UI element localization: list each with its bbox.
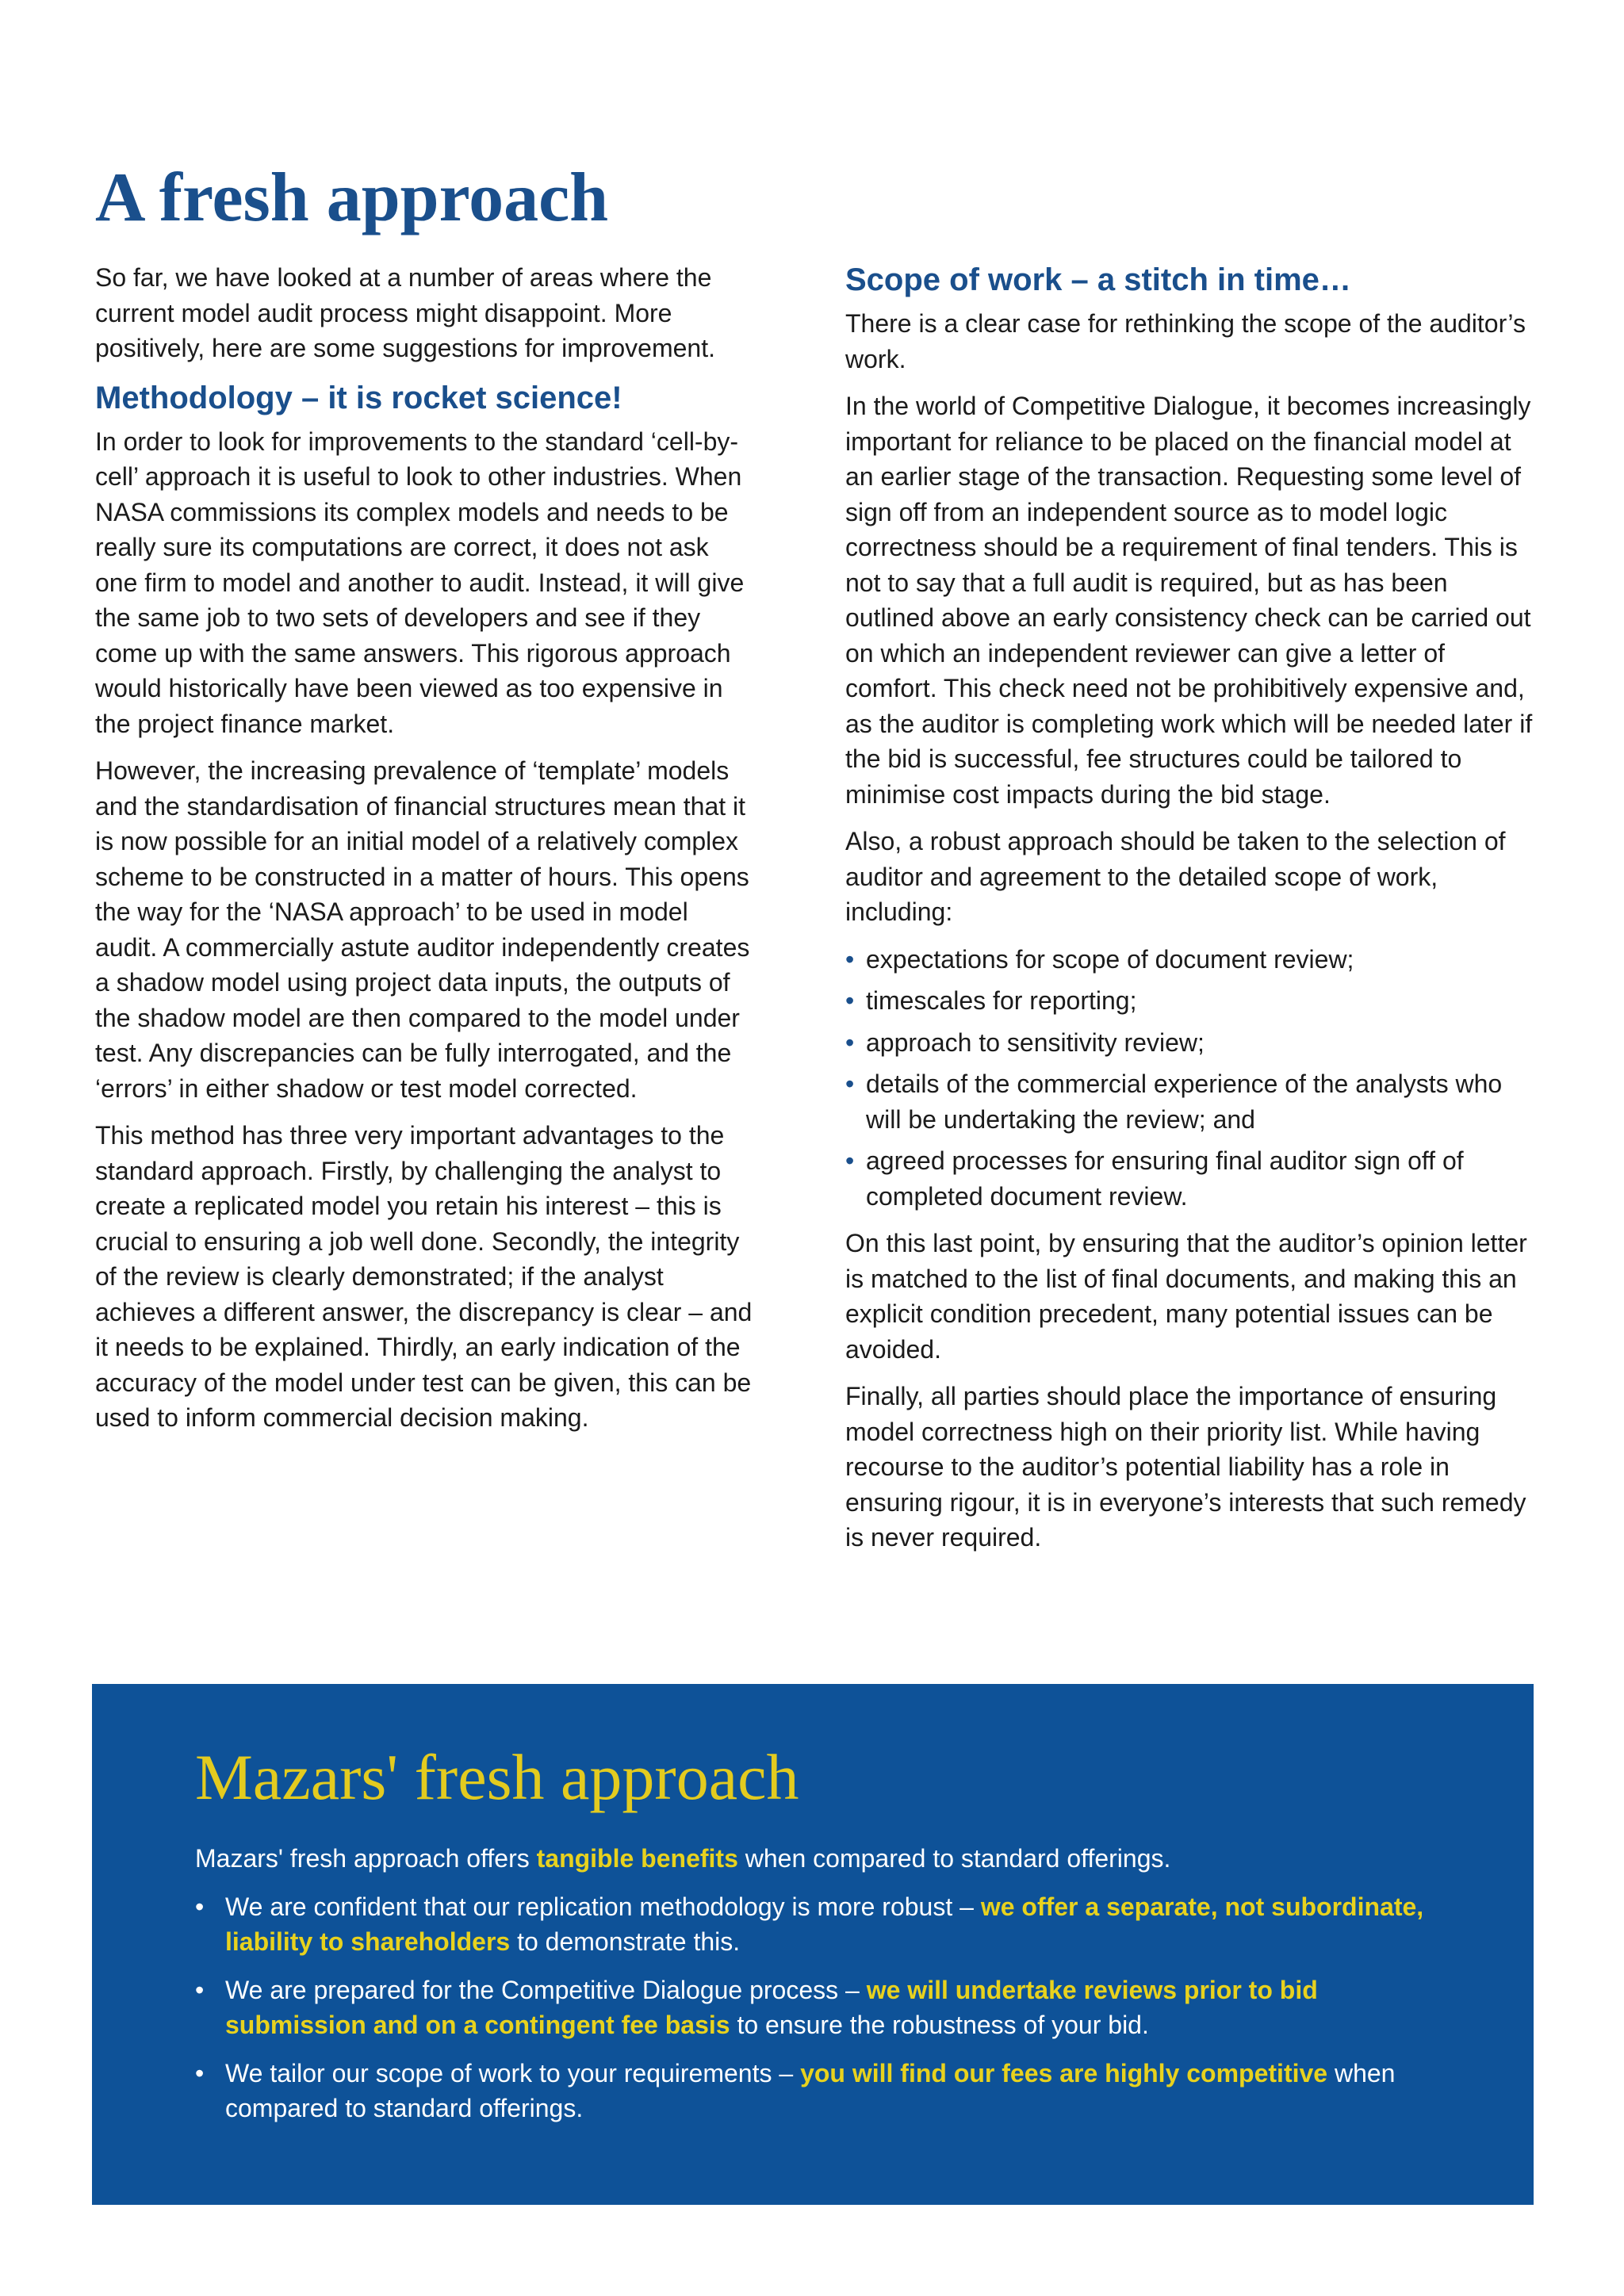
bullet-icon: • bbox=[845, 1070, 855, 1098]
bullet-icon: • bbox=[195, 1892, 205, 1921]
promo-bullet-highlight: we offer a separate, not subordinate, liability to shareholders bbox=[225, 1892, 1424, 1956]
methodology-paragraph-3: This method has three very important advantages to the standard approach. Firstly, by challenging the analyst to create a replicated model you retain his interest – this is crucial to ensuring a job well done. Secondly, the integrity of the review is clearly demonstrated; if the analyst achieves a different answer, the discrepancy is clear – and it needs to be explained. Thirdly, an early indication of the accuracy of the model under test can be given, this can be used to inform commercial decision making. bbox=[95, 1121, 753, 1432]
promo-intro-highlight: tangible benefits bbox=[536, 1844, 738, 1873]
bullet-icon: • bbox=[195, 1975, 205, 2004]
list-item bbox=[845, 983, 1543, 1019]
bullet-icon: • bbox=[845, 1027, 855, 1057]
list-item bbox=[845, 1143, 1543, 1214]
scope-heading: Scope of work – a stitch in time… bbox=[845, 262, 1351, 297]
promo-intro bbox=[195, 1841, 1446, 1877]
scope-paragraph-4: On this last point, by ensuring that the auditor’s opinion letter is matched to the list of final documents, and making this an explicit condition precedent, many potential issues can be avoided. bbox=[845, 1229, 1527, 1364]
list-item bbox=[845, 1025, 1543, 1061]
right-column bbox=[845, 260, 1543, 1567]
list-item bbox=[845, 1066, 1543, 1137]
promo-bullet-text-end: to demonstrate this. bbox=[510, 1927, 741, 1956]
promo-bullet-text: We are prepared for the Competitive Dialogue process – bbox=[225, 1975, 867, 2004]
promo-heading: Mazars' fresh approach bbox=[195, 1741, 799, 1813]
list-item bbox=[195, 1973, 1446, 2043]
list-item-text: agreed processes for ensuring final auditor sign off of completed document review. bbox=[866, 1146, 1464, 1211]
left-column bbox=[95, 260, 753, 1448]
mazars-promo-box bbox=[92, 1684, 1534, 2205]
bullet-icon: • bbox=[845, 944, 855, 974]
promo-bullet-list bbox=[195, 1889, 1446, 2126]
bullet-icon: • bbox=[195, 2058, 205, 2087]
scope-paragraph-1: There is a clear case for rethinking the scope of the auditor’s work. bbox=[845, 309, 1526, 373]
promo-bullet-text-end: when compared to standard offerings. bbox=[225, 2058, 1396, 2122]
promo-bullet-highlight: we will undertake reviews prior to bid submission and on a contingent fee basis bbox=[225, 1975, 1318, 2039]
promo-bullet-text: We tailor our scope of work to your requirements – bbox=[225, 2058, 801, 2087]
page-title: A fresh approach bbox=[95, 159, 609, 236]
methodology-paragraph-2: However, the increasing prevalence of ‘template’ models and the standardisation of financial structures mean that it is now possible for an initial model of a relatively complex scheme to be constructed in a matter of hours. This opens the way for the ‘NASA approach’ to be used in model audit. A commercially astute auditor independently creates a shadow model using project data inputs, the outputs of the shadow model are then compared to the model under test. Any discrepancies can be fully interrogated, and the ‘errors’ in either shadow or test model corrected. bbox=[95, 756, 750, 1103]
promo-intro-text: Mazars' fresh approach offers bbox=[195, 1844, 537, 1873]
list-item bbox=[195, 2056, 1446, 2126]
list-item-text: approach to sensitivity review; bbox=[866, 1027, 1205, 1057]
promo-bullet-text: We are confident that our replication methodology is more robust – bbox=[225, 1892, 981, 1921]
list-item bbox=[845, 942, 1543, 978]
intro-paragraph: So far, we have looked at a number of areas where the current model audit process might disappoint. More positively, here are some suggestions for improvement. bbox=[95, 263, 715, 362]
list-item-text: details of the commercial experience of the analysts who will be undertaking the review; and bbox=[866, 1070, 1503, 1134]
promo-bullet-highlight: you will find our fees are highly competitive bbox=[800, 2058, 1328, 2087]
methodology-heading: Methodology – it is rocket science! bbox=[95, 380, 622, 415]
bullet-icon: • bbox=[845, 986, 855, 1015]
promo-intro-text-end: when compared to standard offerings. bbox=[737, 1844, 1171, 1873]
list-item bbox=[195, 1889, 1446, 1960]
scope-bullet-list bbox=[845, 942, 1543, 1215]
scope-paragraph-5: Finally, all parties should place the importance of ensuring model correctness high on their priority list. While having recourse to the auditor’s potential liability has a role in ensuring rigour, it is in everyone’s interests that such remedy is never required. bbox=[845, 1382, 1526, 1552]
bullet-icon: • bbox=[845, 1146, 855, 1175]
methodology-paragraph-1: In order to look for improvements to the standard ‘cell-by-cell’ approach it is useful to look to other industries. When NASA commissions its complex models and needs to be really sure its computations are correct, it does not ask one firm to model and another to audit. Instead, it will give the same job to two sets of developers and see if they come up with the same answers. This rigorous approach would historically have been viewed as too expensive in the project finance market. bbox=[95, 427, 745, 738]
list-item-text: timescales for reporting; bbox=[866, 986, 1137, 1015]
list-item-text: expectations for scope of document review; bbox=[866, 944, 1354, 974]
promo-bullet-text-end: to ensure the robustness of your bid. bbox=[730, 2011, 1149, 2039]
scope-paragraph-3: Also, a robust approach should be taken to the selection of auditor and agreement to the detailed scope of work, including: bbox=[845, 827, 1506, 926]
scope-paragraph-2: In the world of Competitive Dialogue, it becomes increasingly important for reliance to be placed on the financial model at an earlier stage of the transaction. Requesting some level of sign off from an independent source as to model logic correctness should be a requirement of final tenders. This is not to say that a full audit is required, but as has been outlined above an early consistency check can be carried out on which an independent reviewer can give a letter of comfort. This check need not be prohibitively expensive and, as the auditor is completing work which will be needed later if the bid is successful, fee structures could be tailored to minimise cost impacts during the bid stage. bbox=[845, 392, 1533, 809]
